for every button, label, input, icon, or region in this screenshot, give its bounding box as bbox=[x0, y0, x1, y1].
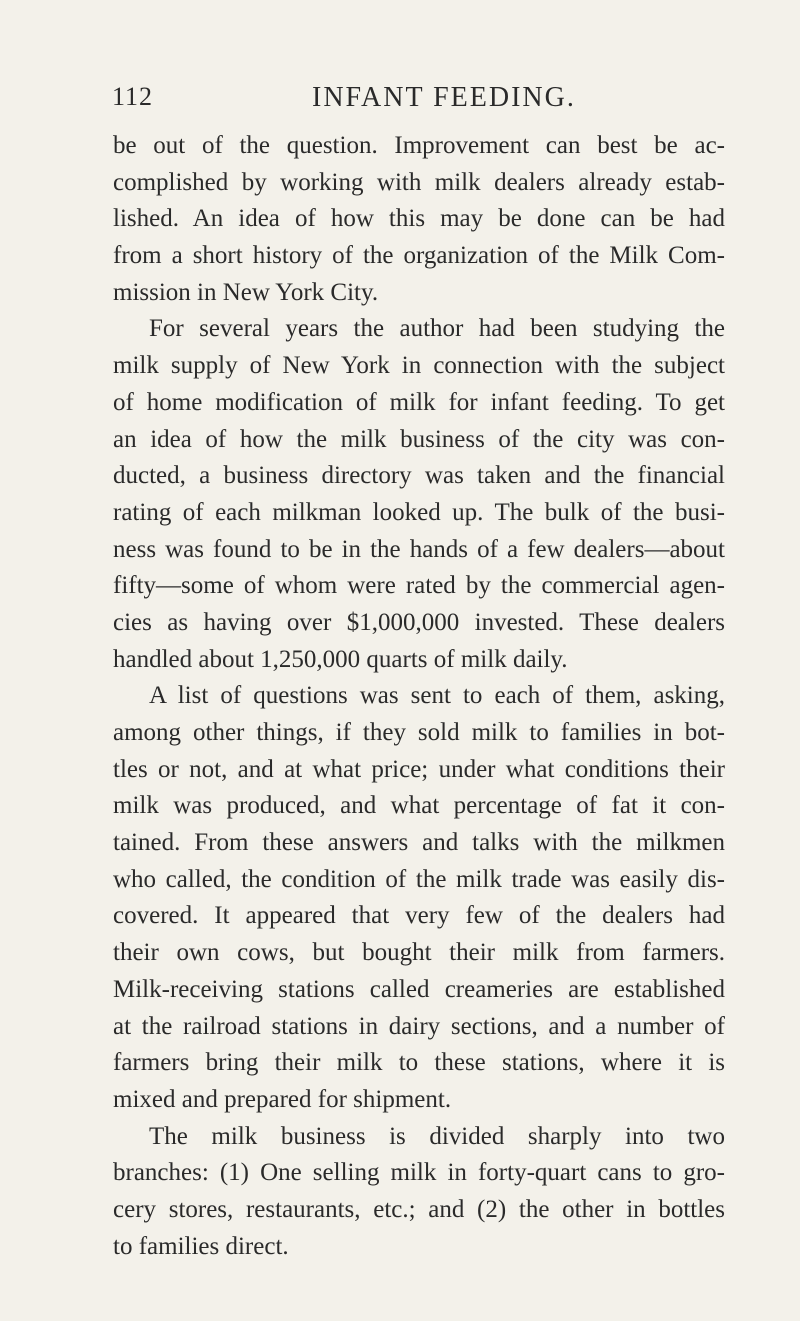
text-line: ducted, a business directory was taken and the financial bbox=[113, 462, 725, 490]
text-line: their own cows, but bought their milk from farmers. bbox=[113, 939, 725, 967]
text-line: among other things, if they sold milk to families in bot- bbox=[113, 719, 725, 746]
text-line: complished by working with milk dealers already estab- bbox=[113, 168, 725, 196]
text-line: tained. From these answers and talks with the milkmen bbox=[113, 829, 725, 857]
text-line: of home modification of milk for infant feeding. To get bbox=[113, 388, 725, 416]
text-line: milk was produced, and what percentage of fat it con- bbox=[113, 792, 725, 820]
text-line: covered. It appeared that very few of the dealers had bbox=[113, 902, 725, 930]
text-line: branches: (1) One selling milk in forty-quart cans to gro- bbox=[113, 1159, 725, 1187]
text-line: farmers bring their milk to these stations, where it is bbox=[113, 1049, 725, 1077]
text-line: rating of each milkman looked up. The bulk of the busi- bbox=[113, 498, 725, 526]
text-line: at the railroad stations in dairy sections, and a number of bbox=[113, 1012, 725, 1040]
text-line: Milk-receiving stations called creameries are established bbox=[113, 975, 725, 1003]
text-line: who called, the condition of the milk trade was easily dis- bbox=[113, 865, 725, 893]
text-line: tles or not, and at what price; under what conditions their bbox=[113, 755, 725, 783]
text-line: A list of questions was sent to each of them, asking, bbox=[149, 682, 725, 710]
text-line: mixed and prepared for shipment. bbox=[113, 1085, 452, 1113]
text-line: fifty—some of whom were rated by the commercial agen- bbox=[113, 572, 725, 600]
text-line: For several years the author had been studying the bbox=[149, 315, 725, 343]
text-line: milk supply of New York in connection with the subject bbox=[113, 352, 725, 380]
text-line: to families direct. bbox=[113, 1232, 289, 1260]
text-line: an idea of how the milk business of the city was con- bbox=[113, 425, 725, 453]
running-head bbox=[112, 82, 712, 116]
text-line: lished. An idea of how this may be done can be had bbox=[113, 205, 725, 233]
page-number: 112 bbox=[112, 82, 154, 111]
body-text bbox=[113, 128, 725, 1265]
text-line: cery stores, restaurants, etc.; and (2) the other in bottles bbox=[113, 1195, 725, 1223]
text-line: The milk business is divided sharply into two bbox=[149, 1122, 725, 1150]
text-line: ness was found to be in the hands of a few dealers—about bbox=[113, 535, 725, 563]
text-line: handled about 1,250,000 quarts of milk daily. bbox=[113, 645, 568, 673]
text-line: be out of the question. Improvement can best be ac- bbox=[113, 132, 725, 159]
running-title: INFANT FEEDING. bbox=[312, 82, 576, 113]
text-line: mission in New York City. bbox=[113, 278, 379, 306]
text-line: from a short history of the organization of the Milk Com- bbox=[113, 242, 725, 270]
text-line: cies as having over $1,000,000 invested. These dealers bbox=[113, 608, 725, 636]
